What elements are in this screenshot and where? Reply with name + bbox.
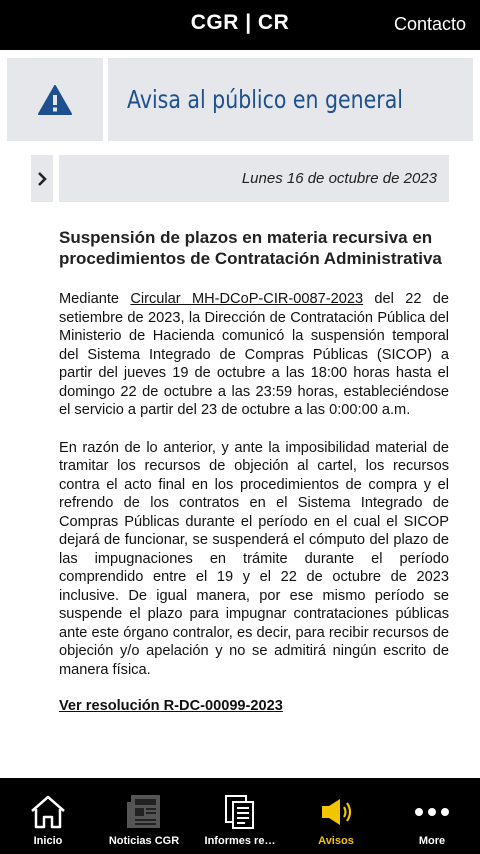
tab-label: More — [418, 835, 446, 847]
chevron-right-icon — [37, 172, 47, 186]
top-bar — [0, 0, 480, 50]
bottom-tab-bar — [0, 778, 480, 854]
tab-avisos[interactable] — [288, 778, 384, 854]
article-heading: Suspensión de plazos en materia recursiva en procedimientos de Contratación Administrativa — [59, 228, 442, 268]
article — [59, 227, 449, 714]
megaphone-icon — [316, 792, 356, 832]
notice-date: Lunes 16 de octubre de 2023 — [241, 170, 437, 187]
article-paragraph-1 — [59, 290, 449, 420]
alert-title-panel — [108, 58, 473, 141]
alert-icon-panel — [7, 58, 103, 141]
tab-label: Inicio — [33, 835, 63, 847]
circular-link[interactable]: Circular MH-DCoP-CIR-0087-2023 — [130, 291, 364, 307]
more-icon — [412, 792, 452, 832]
app-title: CGR | CR — [190, 11, 290, 34]
tab-informes[interactable] — [192, 778, 288, 854]
tab-label: Informes re… — [204, 835, 276, 847]
warning-icon — [38, 85, 72, 115]
tab-noticias-cgr[interactable] — [96, 778, 192, 854]
documents-icon — [220, 792, 260, 832]
paragraph-text: del 22 de setiembre de 2023, la Dirección de Contratación Pública del Ministerio de Hacienda comunicó la suspensión temporal del Sistema Integrado de Compras Públicas (SICOP) a partir del jueves 19 de octubre a las 18:00 horas hasta el domingo 22 de octubre a las 23:59 horas, estableciéndose el servicio a partir del 23 de octubre a las 0:00:00 a.m. — [59, 291, 449, 418]
contact-link[interactable]: Contacto — [393, 14, 466, 34]
tab-label: Avisos — [318, 835, 354, 847]
article-paragraph-2: En razón de lo anterior, y ante la imposibilidad material de tramitar los recursos de objeción al cartel, los recursos contra el acto final en los procedimientos de compra y el refrendo de los contratos en el Sistema Integrado de Compras Públicas durante el período en el cual el SICOP dejará de funcionar, se suspenderá el cómputo del plazo de las impugnaciones en trámite durante el período comprendido entre el 19 y el 22 de octubre de 2023 inclusive. De igual manera, por ese mismo período se suspende el plazo para impugnar contrataciones públicas ante este órgano contralor, es decir, para recibir recursos de objeción y/o apelación y no se admitirá ningún escrito de manera física. — [59, 439, 449, 678]
date-panel — [59, 155, 449, 202]
expand-button[interactable] — [31, 155, 53, 202]
tab-more[interactable] — [384, 778, 480, 854]
alert-title: Avisa al público en general — [127, 85, 403, 114]
resolution-link[interactable]: Ver resolución R-DC-00099-2023 — [59, 698, 283, 714]
newspaper-icon — [124, 792, 164, 832]
tab-label: Noticias CGR — [108, 835, 180, 847]
home-icon — [28, 792, 68, 832]
paragraph-text: Mediante — [59, 291, 131, 307]
tab-inicio[interactable] — [0, 778, 96, 854]
